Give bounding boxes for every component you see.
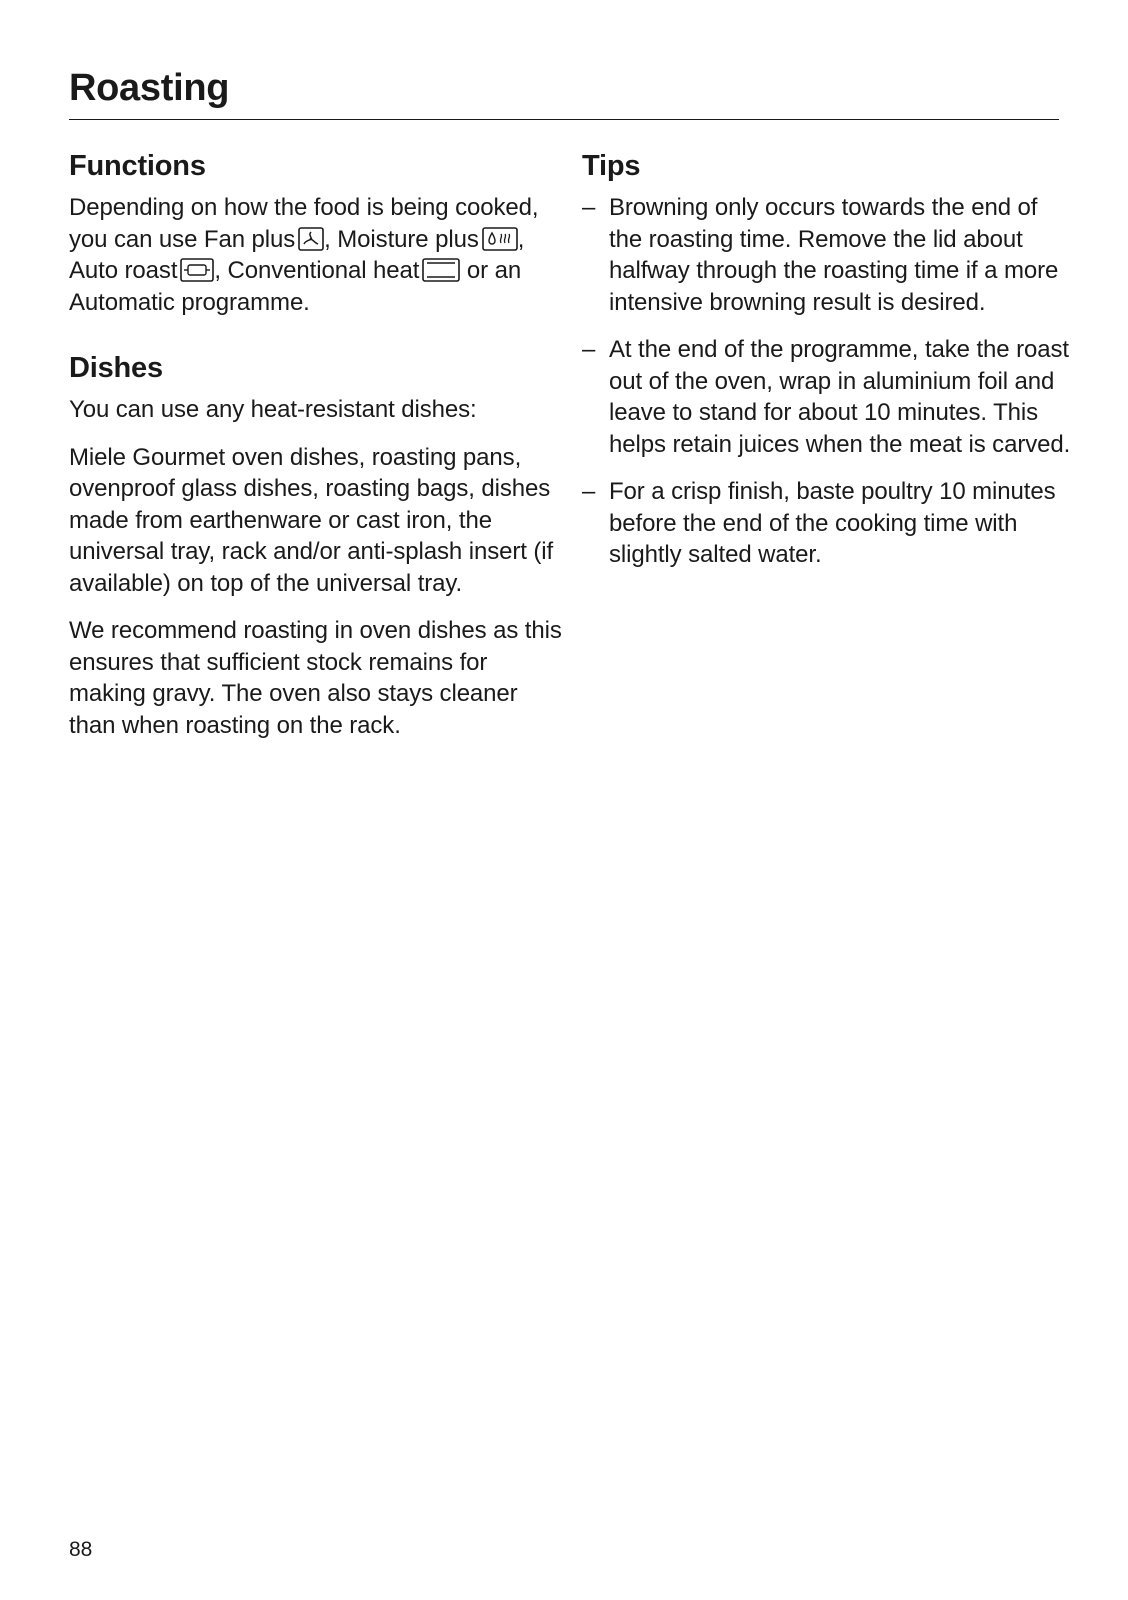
tip-text: Browning only occurs towards the end of the roasting time. Remove the lid about halfway through the roasting time if a more intensive browning result is desired. bbox=[609, 194, 1059, 316]
functions-text-1: Depending on how the food is being cooked, you can use Fan plus bbox=[69, 194, 539, 253]
tip-bullet: – bbox=[582, 336, 596, 363]
dishes-section bbox=[69, 348, 564, 741]
functions-heading: Functions bbox=[69, 150, 206, 182]
dishes-paragraph: We recommend roasting in oven dishes as this ensures that sufficient stock remains for making gravy. The oven also stays cleaner than when roasting on the rack. bbox=[69, 617, 562, 739]
conventional-heat-icon bbox=[422, 258, 460, 282]
functions-text-4: , Conventional heat bbox=[214, 257, 420, 284]
functions-text-3: , Auto roast bbox=[69, 225, 525, 284]
tip-bullet: – bbox=[582, 478, 596, 505]
functions-text-5: or an Automatic programme. bbox=[69, 257, 522, 316]
right-column bbox=[582, 146, 1072, 587]
page-title: Roasting bbox=[69, 67, 230, 109]
tip-item bbox=[582, 476, 1072, 571]
dishes-paragraph: You can use any heat-resistant dishes: bbox=[69, 396, 477, 423]
dishes-paragraph: Miele Gourmet oven dishes, roasting pans, ovenproof glass dishes, roasting bags, dishes made from earthenware or cast iron, the universal tray, rack and/or anti-splash insert (if available) on top of the universal tray. bbox=[69, 443, 554, 597]
tips-heading: Tips bbox=[582, 150, 641, 182]
page-number: 88 bbox=[69, 1538, 93, 1561]
left-column bbox=[69, 146, 564, 757]
tip-item bbox=[582, 334, 1072, 460]
tip-bullet: – bbox=[582, 194, 596, 221]
tips-list bbox=[582, 192, 1072, 571]
auto-roast-icon bbox=[180, 258, 214, 282]
tip-text: For a crisp finish, baste poultry 10 minutes before the end of the cooking time with slightly salted water. bbox=[609, 478, 1056, 568]
moisture-plus-icon bbox=[482, 227, 518, 251]
functions-text-2: , Moisture plus bbox=[324, 225, 479, 253]
tip-item bbox=[582, 192, 1072, 318]
functions-paragraph bbox=[69, 192, 564, 318]
tips-section bbox=[582, 146, 1072, 571]
tip-text: At the end of the programme, take the roast out of the oven, wrap in aluminium foil and leave to stand for about 10 minutes. This helps retain juices when the meat is carved. bbox=[609, 336, 1071, 458]
dishes-heading: Dishes bbox=[69, 352, 163, 384]
title-divider bbox=[69, 119, 1059, 120]
functions-section bbox=[69, 146, 564, 318]
fan-plus-icon bbox=[298, 227, 324, 251]
